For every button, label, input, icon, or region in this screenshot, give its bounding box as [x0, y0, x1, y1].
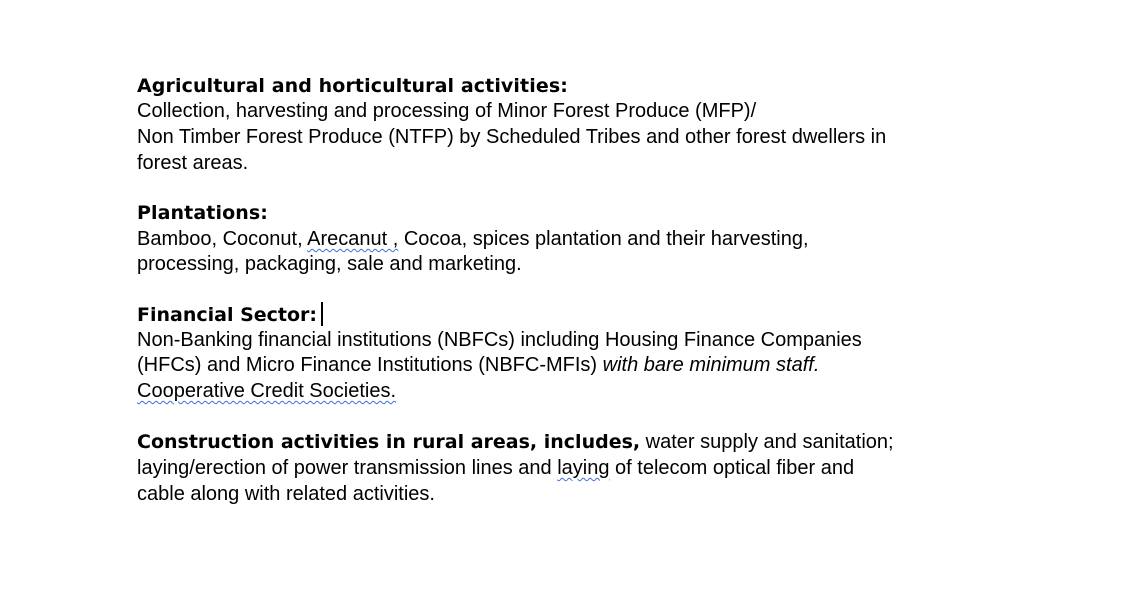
financial-line-1: Non-Banking financial institutions (NBFCs) including Housing Finance Companies — [137, 329, 862, 351]
plantations-line-1-part-c: Cocoa, spices plantation and their harvesting, — [398, 228, 809, 250]
financial-line-3 — [137, 378, 396, 404]
laying-spellcheck-word[interactable]: laying — [557, 457, 610, 479]
financial-heading: Financial Sector: — [137, 304, 318, 326]
plantations-line-1 — [137, 226, 809, 252]
text-cursor — [321, 302, 323, 326]
financial-heading-line — [137, 302, 323, 328]
construction-line-2-part-a: laying/erection of power transmission lines and — [137, 457, 558, 479]
financial-line-2 — [137, 352, 819, 378]
plantations-heading: Plantations: — [137, 202, 268, 224]
construction-heading: Construction activities in rural areas, includes, — [137, 431, 641, 453]
financial-line-2-part-a: (HFCs) and Micro Finance Institutions (NBFC-MFIs) — [137, 354, 603, 376]
construction-line-1 — [137, 429, 894, 455]
cooperative-spellcheck-phrase[interactable]: Cooperative Credit Societies. — [137, 380, 397, 402]
agri-heading: Agricultural and horticultural activities: — [137, 75, 568, 97]
construction-line-2 — [137, 455, 854, 481]
plantations-line-1-part-a: Bamboo, Coconut, — [137, 228, 308, 250]
plantations-line-2: processing, packaging, sale and marketing. — [137, 253, 522, 275]
construction-line-2-part-c: of telecom optical fiber and — [609, 457, 855, 479]
construction-line-3: cable along with related activities. — [137, 483, 435, 505]
agri-line-2: Non Timber Forest Produce (NTFP) by Scheduled Tribes and other forest dwellers in — [137, 126, 887, 148]
agri-line-1: Collection, harvesting and processing of Minor Forest Produce (MFP)/ — [137, 100, 757, 122]
arecanut-spellcheck-word[interactable]: Arecanut , — [307, 228, 399, 250]
financial-line-2-italic: with bare minimum staff. — [602, 354, 820, 376]
construction-line-1-rest: water supply and sanitation; — [640, 431, 894, 453]
agri-line-3: forest areas. — [137, 152, 249, 174]
